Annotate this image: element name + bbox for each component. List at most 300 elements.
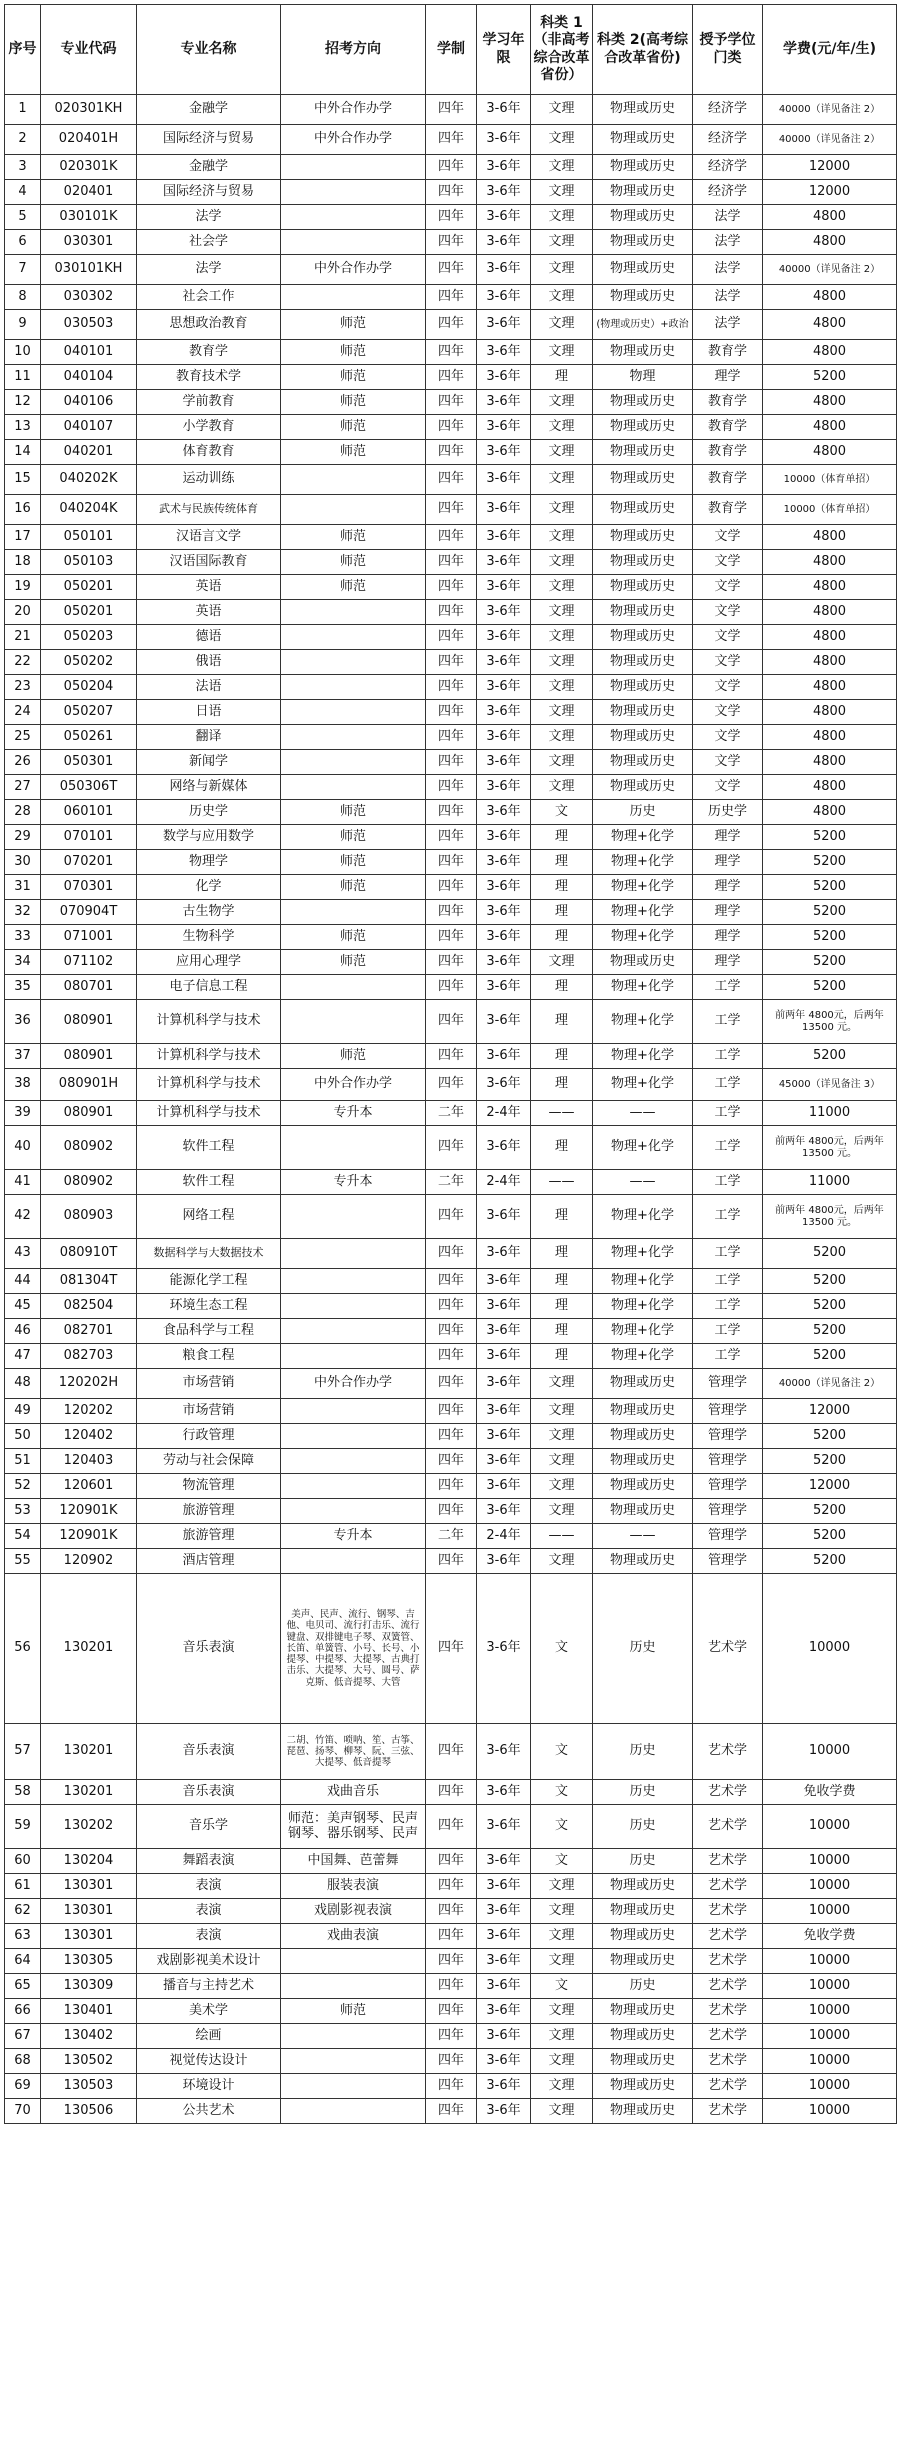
cell-code: 030101KH [41,255,137,285]
cell-years: 3-6年 [477,1269,531,1294]
cell-direction [281,285,426,310]
cell-category-1: —— [531,1524,593,1549]
cell-degree: 工学 [693,1126,763,1170]
cell-category-2: 物理或历史 [593,1474,693,1499]
cell-index: 41 [5,1170,41,1195]
cell-years: 3-6年 [477,180,531,205]
cell-direction: 戏曲表演 [281,1924,426,1949]
cell-category-1: 文理 [531,2049,593,2074]
cell-code: 080901 [41,1000,137,1044]
cell-degree: 工学 [693,1170,763,1195]
cell-direction: 师范 [281,950,426,975]
cell-degree: 文学 [693,625,763,650]
cell-index: 17 [5,525,41,550]
cell-code: 050203 [41,625,137,650]
cell-tuition: 5200 [763,1239,897,1269]
cell-code: 082701 [41,1319,137,1344]
cell-tuition: 5200 [763,1549,897,1574]
cell-direction: 师范 [281,1044,426,1069]
cell-index: 53 [5,1499,41,1524]
cell-direction [281,1499,426,1524]
table-row [5,1000,897,1044]
cell-direction [281,2049,426,2074]
cell-system: 四年 [426,125,477,155]
cell-category-1: 理 [531,850,593,875]
table-row [5,1069,897,1101]
cell-system: 四年 [426,2024,477,2049]
cell-category-1: 理 [531,825,593,850]
cell-index: 45 [5,1294,41,1319]
cell-direction [281,1269,426,1294]
cell-direction: 师范 [281,390,426,415]
cell-category-1: 理 [531,1000,593,1044]
cell-system: 四年 [426,1574,477,1724]
table-row [5,1269,897,1294]
cell-tuition: 4800 [763,775,897,800]
cell-category-2: —— [593,1524,693,1549]
cell-category-1: 理 [531,900,593,925]
cell-direction: 师范 [281,440,426,465]
cell-years: 3-6年 [477,1424,531,1449]
cell-system: 四年 [426,1449,477,1474]
cell-direction: 师范 [281,365,426,390]
cell-years: 3-6年 [477,625,531,650]
cell-category-2: 物理或历史 [593,750,693,775]
cell-degree: 管理学 [693,1524,763,1549]
cell-code: 020301KH [41,95,137,125]
cell-category-2: 物理或历史 [593,675,693,700]
cell-category-2: 物理或历史 [593,2049,693,2074]
cell-category-1: 理 [531,1195,593,1239]
cell-tuition: 5200 [763,1524,897,1549]
cell-years: 3-6年 [477,800,531,825]
cell-tuition: 10000 [763,1849,897,1874]
cell-years: 3-6年 [477,775,531,800]
cell-direction [281,775,426,800]
cell-system: 二年 [426,1101,477,1126]
cell-category-1: 文理 [531,390,593,415]
cell-major: 应用心理学 [137,950,281,975]
cell-tuition: 4800 [763,600,897,625]
cell-category-2: 物理或历史 [593,255,693,285]
cell-tuition: 10000 [763,1724,897,1780]
cell-system: 四年 [426,1000,477,1044]
cell-system: 四年 [426,390,477,415]
cell-category-2: 历史 [593,1780,693,1805]
cell-tuition: 10000 [763,1805,897,1849]
cell-years: 3-6年 [477,1949,531,1974]
cell-direction [281,1474,426,1499]
cell-years: 2-4年 [477,1170,531,1195]
cell-category-2: 物理或历史 [593,1369,693,1399]
cell-index: 3 [5,155,41,180]
cell-degree: 文学 [693,725,763,750]
cell-tuition: 10000 [763,2024,897,2049]
cell-category-1: 文理 [531,575,593,600]
cell-degree: 艺术学 [693,1899,763,1924]
cell-tuition: 免收学费 [763,1924,897,1949]
cell-major: 体育教育 [137,440,281,465]
cell-major: 运动训练 [137,465,281,495]
cell-years: 3-6年 [477,1344,531,1369]
cell-category-2: 物理或历史 [593,1549,693,1574]
cell-category-1: 文理 [531,310,593,340]
table-row [5,1399,897,1424]
cell-degree: 教育学 [693,340,763,365]
cell-system: 四年 [426,205,477,230]
table-row [5,285,897,310]
cell-tuition: 10000 [763,1999,897,2024]
cell-system: 四年 [426,1999,477,2024]
cell-index: 57 [5,1724,41,1780]
cell-years: 3-6年 [477,850,531,875]
cell-index: 18 [5,550,41,575]
table-row [5,1344,897,1369]
table-row [5,550,897,575]
cell-index: 25 [5,725,41,750]
cell-direction: 戏曲音乐 [281,1780,426,1805]
cell-category-1: 文 [531,1849,593,1874]
cell-code: 120901K [41,1499,137,1524]
cell-direction [281,600,426,625]
cell-index: 5 [5,205,41,230]
cell-index: 8 [5,285,41,310]
cell-direction [281,495,426,525]
cell-major: 物理学 [137,850,281,875]
cell-years: 3-6年 [477,1574,531,1724]
cell-category-1: 文理 [531,285,593,310]
cell-system: 四年 [426,1044,477,1069]
cell-major: 金融学 [137,95,281,125]
cell-degree: 文学 [693,650,763,675]
cell-category-1: 文理 [531,1899,593,1924]
cell-index: 67 [5,2024,41,2049]
cell-major: 网络与新媒体 [137,775,281,800]
cell-index: 20 [5,600,41,625]
cell-category-2: 物理或历史 [593,775,693,800]
table-row [5,1195,897,1239]
cell-years: 3-6年 [477,725,531,750]
cell-direction [281,1449,426,1474]
cell-index: 60 [5,1849,41,1874]
cell-category-2: 物理 [593,365,693,390]
cell-code: 130201 [41,1574,137,1724]
cell-code: 130401 [41,1999,137,2024]
cell-direction: 专升本 [281,1170,426,1195]
cell-category-2: 物理或历史 [593,1499,693,1524]
cell-years: 3-6年 [477,1044,531,1069]
cell-system: 四年 [426,950,477,975]
cell-years: 3-6年 [477,1000,531,1044]
cell-tuition: 4800 [763,285,897,310]
cell-code: 080901 [41,1044,137,1069]
cell-category-1: 理 [531,1319,593,1344]
cell-category-1: 文理 [531,95,593,125]
cell-system: 四年 [426,1294,477,1319]
cell-index: 10 [5,340,41,365]
cell-tuition: 4800 [763,230,897,255]
header-major: 专业名称 [137,5,281,95]
cell-index: 36 [5,1000,41,1044]
cell-degree: 理学 [693,925,763,950]
cell-years: 3-6年 [477,465,531,495]
cell-category-2: 物理或历史 [593,125,693,155]
cell-code: 060101 [41,800,137,825]
cell-category-2: 物理或历史 [593,950,693,975]
table-row [5,230,897,255]
cell-major: 粮食工程 [137,1344,281,1369]
cell-category-1: 文理 [531,775,593,800]
cell-direction: 中外合作办学 [281,255,426,285]
cell-system: 四年 [426,600,477,625]
cell-category-1: 文理 [531,495,593,525]
cell-tuition: 4800 [763,525,897,550]
cell-tuition: 4800 [763,390,897,415]
cell-code: 050201 [41,600,137,625]
cell-category-2: 物理或历史 [593,1924,693,1949]
cell-degree: 文学 [693,525,763,550]
cell-code: 040107 [41,415,137,440]
cell-system: 二年 [426,1524,477,1549]
cell-degree: 工学 [693,1101,763,1126]
table-row [5,125,897,155]
table-row [5,1474,897,1499]
table-row [5,465,897,495]
cell-index: 29 [5,825,41,850]
cell-major: 食品科学与工程 [137,1319,281,1344]
cell-index: 69 [5,2074,41,2099]
cell-code: 050301 [41,750,137,775]
cell-category-1: 文理 [531,625,593,650]
cell-tuition: 前两年 4800元，后两年 13500 元。 [763,1195,897,1239]
cell-major: 环境生态工程 [137,1294,281,1319]
cell-category-2: 物理+化学 [593,1319,693,1344]
cell-index: 61 [5,1874,41,1899]
table-row [5,600,897,625]
cell-degree: 艺术学 [693,2099,763,2124]
cell-category-1: 文 [531,1574,593,1724]
cell-degree: 教育学 [693,495,763,525]
cell-category-2: 物理或历史 [593,1999,693,2024]
cell-index: 11 [5,365,41,390]
cell-degree: 文学 [693,775,763,800]
cell-years: 3-6年 [477,2074,531,2099]
enrollment-table-wrapper [4,4,896,2124]
table-row [5,1924,897,1949]
cell-direction [281,1294,426,1319]
cell-years: 3-6年 [477,1499,531,1524]
cell-years: 3-6年 [477,1069,531,1101]
table-row [5,625,897,650]
cell-direction: 师范 [281,550,426,575]
cell-degree: 管理学 [693,1424,763,1449]
header-code: 专业代码 [41,5,137,95]
cell-direction [281,1424,426,1449]
cell-major: 化学 [137,875,281,900]
cell-direction: 二胡、竹笛、唢呐、笙、古筝、琵琶、扬琴、柳琴、阮、三弦、大提琴、低音提琴 [281,1724,426,1780]
cell-direction [281,650,426,675]
cell-index: 49 [5,1399,41,1424]
cell-code: 120202 [41,1399,137,1424]
cell-years: 3-6年 [477,1319,531,1344]
cell-system: 四年 [426,525,477,550]
cell-major: 计算机科学与技术 [137,1069,281,1101]
cell-tuition: 4800 [763,340,897,365]
cell-major: 音乐表演 [137,1780,281,1805]
cell-system: 四年 [426,1924,477,1949]
cell-category-2: 物理或历史 [593,725,693,750]
cell-category-2: 物理或历史 [593,625,693,650]
cell-index: 13 [5,415,41,440]
table-row [5,1044,897,1069]
table-row [5,180,897,205]
cell-category-1: 文理 [531,1399,593,1424]
cell-degree: 艺术学 [693,1949,763,1974]
cell-tuition: 40000（详见备注 2） [763,1369,897,1399]
cell-category-1: 文理 [531,1549,593,1574]
cell-index: 14 [5,440,41,465]
cell-category-2: 物理+化学 [593,850,693,875]
cell-degree: 工学 [693,1069,763,1101]
cell-degree: 工学 [693,1195,763,1239]
cell-index: 52 [5,1474,41,1499]
table-row [5,1949,897,1974]
table-row [5,875,897,900]
cell-code: 050204 [41,675,137,700]
table-row [5,1999,897,2024]
cell-tuition: 12000 [763,155,897,180]
cell-tuition: 45000（详见备注 3） [763,1069,897,1101]
table-row [5,205,897,230]
cell-direction [281,1549,426,1574]
cell-major: 网络工程 [137,1195,281,1239]
cell-category-1: 文理 [531,340,593,365]
cell-system: 四年 [426,1974,477,1999]
cell-category-2: 物理或历史 [593,390,693,415]
cell-major: 新闻学 [137,750,281,775]
cell-category-1: 理 [531,365,593,390]
cell-category-1: 文理 [531,675,593,700]
table-row [5,950,897,975]
cell-category-2: 历史 [593,1974,693,1999]
cell-tuition: 10000 [763,1899,897,1924]
cell-system: 四年 [426,285,477,310]
cell-degree: 管理学 [693,1474,763,1499]
cell-code: 050101 [41,525,137,550]
cell-degree: 艺术学 [693,1780,763,1805]
cell-index: 6 [5,230,41,255]
cell-index: 48 [5,1369,41,1399]
table-header [5,5,897,95]
cell-years: 3-6年 [477,2099,531,2124]
cell-code: 080902 [41,1126,137,1170]
cell-direction: 师范 [281,875,426,900]
table-row [5,1574,897,1724]
cell-category-2: 物理或历史 [593,285,693,310]
cell-category-2: —— [593,1101,693,1126]
table-row [5,750,897,775]
cell-direction: 服装表演 [281,1874,426,1899]
cell-category-1: 文理 [531,155,593,180]
cell-system: 四年 [426,1874,477,1899]
cell-code: 080903 [41,1195,137,1239]
cell-tuition: 5200 [763,1499,897,1524]
cell-system: 四年 [426,340,477,365]
cell-degree: 艺术学 [693,1874,763,1899]
cell-category-2: 物理或历史 [593,205,693,230]
cell-years: 3-6年 [477,415,531,440]
cell-tuition: 40000（详见备注 2） [763,255,897,285]
cell-degree: 教育学 [693,465,763,495]
cell-code: 120601 [41,1474,137,1499]
cell-years: 3-6年 [477,575,531,600]
cell-index: 46 [5,1319,41,1344]
cell-category-1: 文理 [531,180,593,205]
cell-tuition: 10000 [763,2049,897,2074]
cell-degree: 工学 [693,1294,763,1319]
cell-direction [281,2024,426,2049]
cell-major: 酒店管理 [137,1549,281,1574]
cell-category-1: 文理 [531,650,593,675]
cell-category-1: 理 [531,1126,593,1170]
cell-system: 四年 [426,1474,477,1499]
cell-direction [281,1949,426,1974]
cell-direction [281,230,426,255]
cell-degree: 法学 [693,310,763,340]
cell-index: 50 [5,1424,41,1449]
cell-major: 旅游管理 [137,1524,281,1549]
cell-direction: 师范 [281,825,426,850]
cell-system: 四年 [426,1805,477,1849]
cell-major: 视觉传达设计 [137,2049,281,2074]
cell-index: 65 [5,1974,41,1999]
cell-tuition: 4800 [763,440,897,465]
cell-years: 3-6年 [477,1974,531,1999]
table-row [5,525,897,550]
cell-years: 3-6年 [477,1195,531,1239]
cell-major: 教育学 [137,340,281,365]
cell-direction [281,675,426,700]
cell-degree: 理学 [693,900,763,925]
cell-degree: 艺术学 [693,1974,763,1999]
cell-direction: 师范 [281,525,426,550]
cell-category-2: 物理或历史 [593,95,693,125]
cell-major: 武术与民族传统体育 [137,495,281,525]
header-row [5,5,897,95]
cell-major: 教育技术学 [137,365,281,390]
cell-system: 四年 [426,1499,477,1524]
header-category-1: 科类 1（非高考综合改革省份） [531,5,593,95]
cell-category-1: 文理 [531,2024,593,2049]
cell-degree: 艺术学 [693,1574,763,1724]
cell-category-2: 物理+化学 [593,900,693,925]
cell-direction [281,1319,426,1344]
cell-category-1: 文理 [531,125,593,155]
cell-code: 081304T [41,1269,137,1294]
cell-code: 080701 [41,975,137,1000]
cell-index: 64 [5,1949,41,1974]
cell-system: 四年 [426,700,477,725]
cell-direction: 师范：美声钢琴、民声钢琴、器乐钢琴、民声 [281,1805,426,1849]
cell-tuition: 4800 [763,725,897,750]
cell-years: 2-4年 [477,1524,531,1549]
cell-direction: 中外合作办学 [281,1069,426,1101]
cell-major: 表演 [137,1924,281,1949]
cell-index: 32 [5,900,41,925]
cell-code: 080902 [41,1170,137,1195]
cell-direction [281,2099,426,2124]
cell-direction: 师范 [281,575,426,600]
